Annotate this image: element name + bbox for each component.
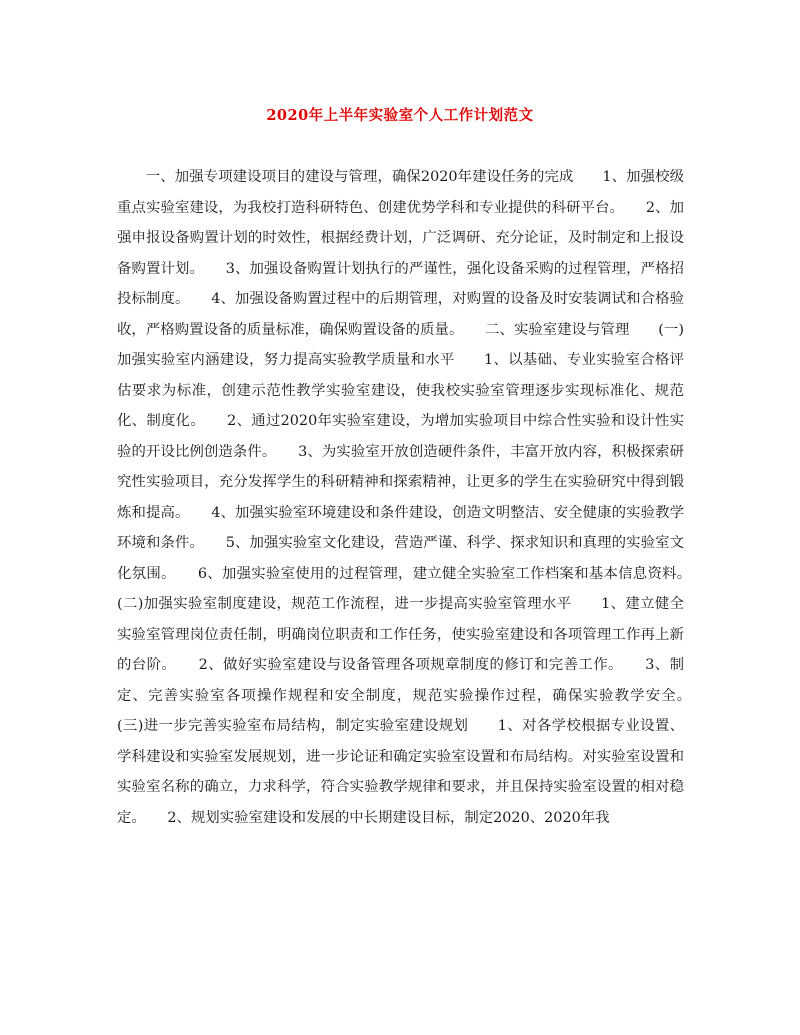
document-body-paragraph: 一、加强专项建设项目的建设与管理，确保2020年建设任务的完成 1、加强校级重点实验室建设，为我校打造科研特色、创建优势学科和专业提供的科研平台。 2、加强申报设备购置计划的时效性，根据经费计划，广泛调研、充分论证，及时制定和上报设备购置计划。 3、加强设备购置计划执行的严谨性，强化设备采购的过程管理，严格招投标制度。 4、加强设备购置过程中的后期管理，对购置的设备及时安装调试和合格验收，严格购置设备的质量标准，确保购置设备的质量。 二、实验室建设与管理 (一)加强实验室内涵建设，努力提高实验教学质量和水平 1、以基础、专业实验室合格评估要求为标准，创建示范性教学实验室建设，使我校实验室管理逐步实现标准化、规范化、制度化。 2、通过2020年实验室建设，为增加实验项目中综合性实验和设计性实验的开设比例创造条件。 3、为实验室开放创造硬件条件，丰富开放内容，积极探索研究性实验项目，充分发挥学生的科研精神和探索精神，让更多的学生在实验研究中得到锻炼和提高。 4、加强实验室环境建设和条件建设，创造文明整洁、安全健康的实验教学环境和条件。 5、加强实验室文化建设，营造严谨、科学、探求知识和真理的实验室文化氛围。 6、加强实验室使用的过程管理，建立健全实验室工作档案和基本信息资料。 (二)加强实验室制度建设，规范工作流程，进一步提高实验室管理水平 1、建立健全实验室管理岗位责任制，明确岗位职责和工作任务，使实验室建设和各项管理工作再上新的台阶。 2、做好实验室建设与设备管理各项规章制度的修订和完善工作。 3、制定、完善实验室各项操作规程和安全制度，规范实验操作过程，确保实验教学安全。 (三)进一步完善实验室布局结构，制定实验室建设规划 1、对各学校根据专业设置、学科建设和实验室发展规划，进一步论证和确定实验室设置和布局结构。对实验室设置和实验室名称的确立，力求科学，符合实验教学规律和要求，并且保持实验室设置的相对稳定。 2、规划实验室建设和发展的中长期建设目标，制定2020、2020年我 [117,169,713,826]
document-title: 2020年上半年实验室个人工作计划范文 [266,107,534,124]
